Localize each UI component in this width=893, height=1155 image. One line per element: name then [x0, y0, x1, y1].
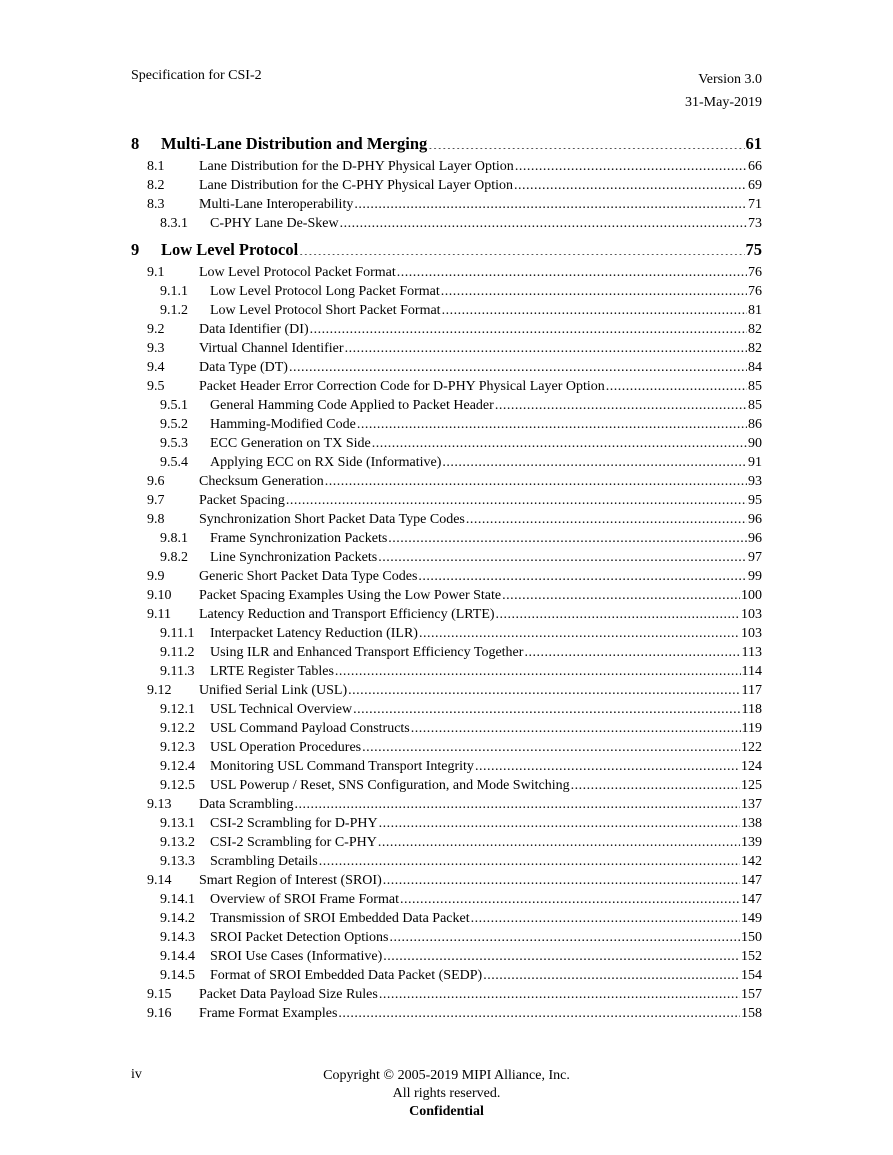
toc-entry-page[interactable]: 95 [748, 493, 762, 508]
toc-dot-leader [362, 738, 740, 752]
toc-entry-page[interactable]: 113 [741, 645, 762, 660]
toc-entry-page[interactable]: 90 [748, 436, 762, 451]
toc-entry-page[interactable]: 157 [741, 987, 762, 1002]
toc-dot-leader [418, 567, 747, 581]
toc-dot-leader [483, 966, 740, 980]
toc-entry-title[interactable]: USL Powerup / Reset, SNS Configuration, and Mode Switching [210, 778, 570, 793]
toc-entry-page[interactable]: 103 [741, 607, 762, 622]
toc-entry-page[interactable]: 118 [741, 702, 762, 717]
toc-entry-number: 9.13 [147, 797, 172, 812]
toc-entry[interactable] [131, 833, 762, 852]
toc-entry-number: 9.9 [147, 569, 165, 584]
toc-entry-page[interactable]: 85 [748, 398, 762, 413]
toc-entry-title[interactable]: CSI-2 Scrambling for C-PHY [210, 835, 377, 850]
toc-entry-title[interactable]: Lane Distribution for the C-PHY Physical Layer Option [199, 178, 514, 193]
toc-dot-leader [340, 214, 747, 228]
toc-entry[interactable] [131, 681, 762, 700]
toc-entry-title[interactable]: Low Level Protocol [161, 240, 299, 259]
toc-entry-title[interactable]: Low Level Protocol Long Packet Format [210, 284, 440, 299]
toc-entry-title[interactable]: Packet Data Payload Size Rules [199, 987, 378, 1002]
toc-entry-title[interactable]: Line Synchronization Packets [210, 550, 378, 565]
toc-entry[interactable] [131, 195, 762, 214]
header-spec-title: Specification for CSI-2 [131, 68, 262, 83]
toc-entry-title[interactable]: USL Command Payload Constructs [210, 721, 410, 736]
toc-entry-title[interactable]: Low Level Protocol Short Packet Format [210, 303, 441, 318]
toc-dot-leader [515, 157, 747, 171]
toc-entry-title[interactable]: Checksum Generation [199, 474, 324, 489]
toc-entry[interactable] [131, 434, 762, 453]
toc-entry-page[interactable]: 158 [741, 1006, 762, 1021]
toc-entry-title[interactable]: Data Type (DT) [199, 360, 288, 375]
toc-dot-leader [466, 510, 747, 524]
toc-entry[interactable] [131, 472, 762, 491]
toc-dot-leader [388, 529, 747, 543]
toc-dot-leader [299, 239, 744, 256]
toc-entry[interactable] [131, 852, 762, 871]
toc-entry-page[interactable]: 91 [748, 455, 762, 470]
toc-entry-number: 9.11.3 [160, 664, 195, 679]
toc-entry-number: 9.5.4 [160, 455, 188, 470]
toc-entry-title[interactable]: Interpacket Latency Reduction (ILR) [210, 626, 418, 641]
toc-dot-leader [325, 472, 747, 486]
toc-entry-page[interactable]: 147 [741, 873, 762, 888]
toc-dot-leader [389, 928, 740, 942]
toc-dot-leader [348, 681, 740, 695]
toc-entry-title[interactable]: Lane Distribution for the D-PHY Physical Layer Option [199, 159, 514, 174]
toc-dot-leader [400, 890, 740, 904]
toc-entry-title[interactable]: LRTE Register Tables [210, 664, 334, 679]
toc-entry-number: 8.3 [147, 197, 165, 212]
toc-entry-number: 9.16 [147, 1006, 172, 1021]
toc-dot-leader [383, 871, 740, 885]
toc-entry-title[interactable]: C-PHY Lane De-Skew [210, 216, 339, 231]
toc-entry-page[interactable]: 125 [741, 778, 762, 793]
toc-entry[interactable] [131, 719, 762, 738]
toc-entry[interactable] [131, 985, 762, 1004]
toc-entry-title[interactable]: USL Technical Overview [210, 702, 353, 717]
toc-entry-number: 9.8 [147, 512, 165, 527]
toc-entry[interactable] [131, 871, 762, 890]
toc-entry-title[interactable]: USL Operation Procedures [210, 740, 362, 755]
toc-dot-leader [397, 263, 747, 277]
toc-dot-leader [345, 339, 747, 353]
toc-entry-number: 9.8.1 [160, 531, 188, 546]
toc-entry-number: 9.13.1 [160, 816, 195, 831]
toc-entry-title[interactable]: Smart Region of Interest (SROI) [199, 873, 382, 888]
toc-entry-number: 9.1.1 [160, 284, 188, 299]
toc-entry-title[interactable]: Virtual Channel Identifier [199, 341, 344, 356]
toc-entry[interactable] [131, 567, 762, 586]
toc-entry-title[interactable]: CSI-2 Scrambling for D-PHY [210, 816, 378, 831]
toc-entry-title[interactable]: Data Scrambling [199, 797, 294, 812]
toc-entry[interactable] [131, 358, 762, 377]
toc-entry-number: 9.14.2 [160, 911, 195, 926]
toc-dot-leader [354, 195, 747, 209]
toc-entry[interactable] [131, 263, 762, 282]
toc-entry-page[interactable]: 103 [741, 626, 762, 641]
toc-entry-page[interactable]: 117 [741, 683, 762, 698]
toc-dot-leader [524, 643, 740, 657]
toc-entry-page[interactable]: 69 [748, 178, 762, 193]
toc-entry[interactable] [131, 662, 762, 681]
table-of-contents [131, 131, 762, 1023]
toc-entry-title[interactable]: Packet Spacing [199, 493, 285, 508]
toc-entry[interactable] [131, 131, 762, 157]
toc-entry-number: 9.12.1 [160, 702, 195, 717]
toc-entry[interactable] [131, 415, 762, 434]
toc-entry-title[interactable]: ECC Generation on TX Side [210, 436, 371, 451]
toc-dot-leader [475, 757, 740, 771]
toc-entry-title[interactable]: Monitoring USL Command Transport Integrity [210, 759, 474, 774]
toc-entry-page[interactable]: 142 [741, 854, 762, 869]
toc-entry-title[interactable]: Latency Reduction and Transport Efficiency (LRTE) [199, 607, 495, 622]
toc-entry-page[interactable]: 100 [741, 588, 762, 603]
toc-entry-number: 9.12 [147, 683, 172, 698]
toc-entry-title[interactable]: Synchronization Short Packet Data Type Codes [199, 512, 465, 527]
toc-entry-number: 9.11.2 [160, 645, 195, 660]
toc-entry-title[interactable]: Applying ECC on RX Side (Informative) [210, 455, 442, 470]
toc-dot-leader [419, 624, 740, 638]
toc-entry-number: 9 [131, 240, 140, 259]
toc-entry-title[interactable]: Frame Format Examples [199, 1006, 338, 1021]
toc-entry-number: 9.2 [147, 322, 165, 337]
toc-entry[interactable] [131, 237, 762, 263]
toc-entry-number: 9.12.5 [160, 778, 195, 793]
toc-dot-leader [379, 814, 740, 828]
toc-entry-page[interactable]: 138 [741, 816, 762, 831]
toc-entry-number: 9.14.3 [160, 930, 195, 945]
toc-entry-title[interactable]: SROI Packet Detection Options [210, 930, 389, 945]
toc-dot-leader [441, 282, 747, 296]
toc-entry[interactable] [131, 643, 762, 662]
toc-entry-number: 9.1 [147, 265, 165, 280]
toc-entry[interactable] [131, 738, 762, 757]
toc-entry-number: 9.13.3 [160, 854, 195, 869]
toc-entry[interactable] [131, 339, 762, 358]
toc-entry-page[interactable]: 154 [741, 968, 762, 983]
toc-dot-leader [606, 377, 747, 391]
toc-entry-page[interactable]: 93 [748, 474, 762, 489]
toc-entry-page[interactable]: 71 [748, 197, 762, 212]
toc-entry[interactable] [131, 966, 762, 985]
toc-entry-page[interactable]: 82 [748, 322, 762, 337]
toc-entry-page[interactable]: 66 [748, 159, 762, 174]
toc-entry-title[interactable]: General Hamming Code Applied to Packet Header [210, 398, 494, 413]
toc-dot-leader [471, 909, 740, 923]
toc-entry-number: 9.12.4 [160, 759, 195, 774]
toc-entry[interactable] [131, 909, 762, 928]
toc-entry-page[interactable]: 75 [745, 240, 762, 259]
toc-entry-title[interactable]: Transmission of SROI Embedded Data Packet [210, 911, 470, 926]
toc-dot-leader [353, 700, 740, 714]
toc-entry-page[interactable]: 84 [748, 360, 762, 375]
toc-entry-page[interactable]: 114 [741, 664, 762, 679]
footer-rights: All rights reserved. [392, 1086, 501, 1101]
toc-entry-number: 9.3 [147, 341, 165, 356]
toc-entry-page[interactable]: 147 [741, 892, 762, 907]
toc-entry[interactable] [131, 1004, 762, 1023]
toc-dot-leader [335, 662, 741, 676]
toc-dot-leader [514, 176, 747, 190]
toc-dot-leader [379, 985, 740, 999]
toc-entry[interactable] [131, 491, 762, 510]
toc-entry-number: 9.5.1 [160, 398, 188, 413]
toc-entry[interactable] [131, 586, 762, 605]
toc-entry-page[interactable]: 150 [741, 930, 762, 945]
toc-entry-title[interactable]: Low Level Protocol Packet Format [199, 265, 396, 280]
toc-entry-page[interactable]: 119 [741, 721, 762, 736]
toc-entry-page[interactable]: 124 [741, 759, 762, 774]
toc-entry-page[interactable]: 81 [748, 303, 762, 318]
toc-entry-page[interactable]: 73 [748, 216, 762, 231]
toc-entry-number: 9.12.3 [160, 740, 195, 755]
toc-dot-leader [310, 320, 747, 334]
toc-entry-page[interactable]: 96 [748, 531, 762, 546]
toc-entry-number: 8 [131, 134, 140, 153]
toc-entry[interactable] [131, 928, 762, 947]
toc-entry[interactable] [131, 890, 762, 909]
toc-entry-number: 9.15 [147, 987, 172, 1002]
toc-entry[interactable] [131, 377, 762, 396]
toc-entry[interactable] [131, 795, 762, 814]
footer-copyright: Copyright © 2005-2019 MIPI Alliance, Inc. [323, 1068, 570, 1083]
toc-entry[interactable] [131, 757, 762, 776]
toc-entry-number: 9.4 [147, 360, 165, 375]
toc-entry-title[interactable]: Format of SROI Embedded Data Packet (SEDP) [210, 968, 483, 983]
toc-entry-title[interactable]: Packet Spacing Examples Using the Low Power State [199, 588, 502, 603]
toc-entry[interactable] [131, 510, 762, 529]
toc-entry-page[interactable]: 99 [748, 569, 762, 584]
toc-entry-number: 9.11 [147, 607, 171, 622]
toc-entry-page[interactable]: 82 [748, 341, 762, 356]
toc-entry-title[interactable]: Data Identifier (DI) [199, 322, 309, 337]
toc-dot-leader [496, 605, 740, 619]
toc-entry-number: 8.2 [147, 178, 165, 193]
toc-entry[interactable] [131, 814, 762, 833]
toc-entry-page[interactable]: 86 [748, 417, 762, 432]
toc-entry-page[interactable]: 122 [741, 740, 762, 755]
toc-dot-leader [442, 453, 747, 467]
toc-entry-number: 9.14.1 [160, 892, 195, 907]
toc-entry-number: 9.5 [147, 379, 165, 394]
footer-copyright-block [0, 1067, 893, 1121]
toc-entry[interactable] [131, 282, 762, 301]
header-version-block [685, 68, 762, 114]
toc-dot-leader [502, 586, 740, 600]
toc-entry[interactable] [131, 301, 762, 320]
toc-entry[interactable] [131, 700, 762, 719]
toc-entry[interactable] [131, 947, 762, 966]
toc-entry-page[interactable]: 61 [745, 134, 762, 153]
toc-entry-number: 9.7 [147, 493, 165, 508]
toc-entry-number: 9.8.2 [160, 550, 188, 565]
toc-entry-number: 9.11.1 [160, 626, 195, 641]
toc-entry-title[interactable]: Packet Header Error Correction Code for D-PHY Physical Layer Option [199, 379, 605, 394]
toc-entry-title[interactable]: Scrambling Details [210, 854, 318, 869]
toc-entry[interactable] [131, 605, 762, 624]
toc-entry[interactable] [131, 320, 762, 339]
toc-entry-number: 8.3.1 [160, 216, 188, 231]
toc-entry[interactable] [131, 453, 762, 472]
toc-dot-leader [495, 396, 747, 410]
toc-dot-leader [357, 415, 747, 429]
toc-entry[interactable] [131, 624, 762, 643]
toc-dot-leader [289, 358, 747, 372]
header-date: 31-May-2019 [685, 95, 762, 110]
toc-entry[interactable] [131, 176, 762, 195]
footer-confidential: Confidential [409, 1104, 484, 1119]
toc-entry-page[interactable]: 97 [748, 550, 762, 565]
toc-dot-leader [286, 491, 747, 505]
toc-entry-number: 9.13.2 [160, 835, 195, 850]
toc-entry-title[interactable]: Multi-Lane Interoperability [199, 197, 354, 212]
toc-entry-number: 9.12.2 [160, 721, 195, 736]
toc-dot-leader [383, 947, 740, 961]
toc-entry[interactable] [131, 776, 762, 795]
toc-entry-title[interactable]: Generic Short Packet Data Type Codes [199, 569, 418, 584]
toc-entry-title[interactable]: SROI Use Cases (Informative) [210, 949, 383, 964]
toc-dot-leader [411, 719, 741, 733]
toc-entry[interactable] [131, 396, 762, 415]
toc-dot-leader [378, 548, 747, 562]
footer-page-number: iv [131, 1067, 142, 1082]
toc-entry-page[interactable]: 85 [748, 379, 762, 394]
toc-entry-title[interactable]: Hamming-Modified Code [210, 417, 356, 432]
toc-entry-number: 9.14.5 [160, 968, 195, 983]
toc-entry[interactable] [131, 529, 762, 548]
toc-entry-page[interactable]: 76 [748, 284, 762, 299]
toc-dot-leader [319, 852, 740, 866]
toc-dot-leader [571, 776, 740, 790]
toc-entry-number: 9.5.2 [160, 417, 188, 432]
toc-entry-number: 9.14.4 [160, 949, 195, 964]
header-version: Version 3.0 [698, 72, 762, 87]
toc-entry-page[interactable]: 137 [741, 797, 762, 812]
toc-dot-leader [372, 434, 747, 448]
toc-entry-number: 9.1.2 [160, 303, 188, 318]
toc-entry-number: 8.1 [147, 159, 165, 174]
toc-entry-page[interactable]: 149 [741, 911, 762, 926]
toc-entry-page[interactable]: 76 [748, 265, 762, 280]
toc-entry-title[interactable]: Using ILR and Enhanced Transport Efficiency Together [210, 645, 524, 660]
toc-entry-title[interactable]: Multi-Lane Distribution and Merging [161, 134, 428, 153]
toc-entry-title[interactable]: Frame Synchronization Packets [210, 531, 388, 546]
toc-entry-number: 9.10 [147, 588, 172, 603]
toc-entry-page[interactable]: 152 [741, 949, 762, 964]
toc-dot-leader [442, 301, 747, 315]
toc-dot-leader [338, 1004, 740, 1018]
toc-entry-title[interactable]: Overview of SROI Frame Format [210, 892, 399, 907]
toc-entry-number: 9.6 [147, 474, 165, 489]
toc-entry-number: 9.14 [147, 873, 172, 888]
toc-entry-page[interactable]: 139 [741, 835, 762, 850]
toc-entry[interactable] [131, 548, 762, 567]
toc-entry-page[interactable]: 96 [748, 512, 762, 527]
toc-entry-number: 9.5.3 [160, 436, 188, 451]
toc-dot-leader [378, 833, 740, 847]
toc-entry[interactable] [131, 157, 762, 176]
toc-dot-leader [428, 133, 744, 150]
toc-dot-leader [294, 795, 740, 809]
toc-entry[interactable] [131, 214, 762, 233]
toc-entry-title[interactable]: Unified Serial Link (USL) [199, 683, 348, 698]
